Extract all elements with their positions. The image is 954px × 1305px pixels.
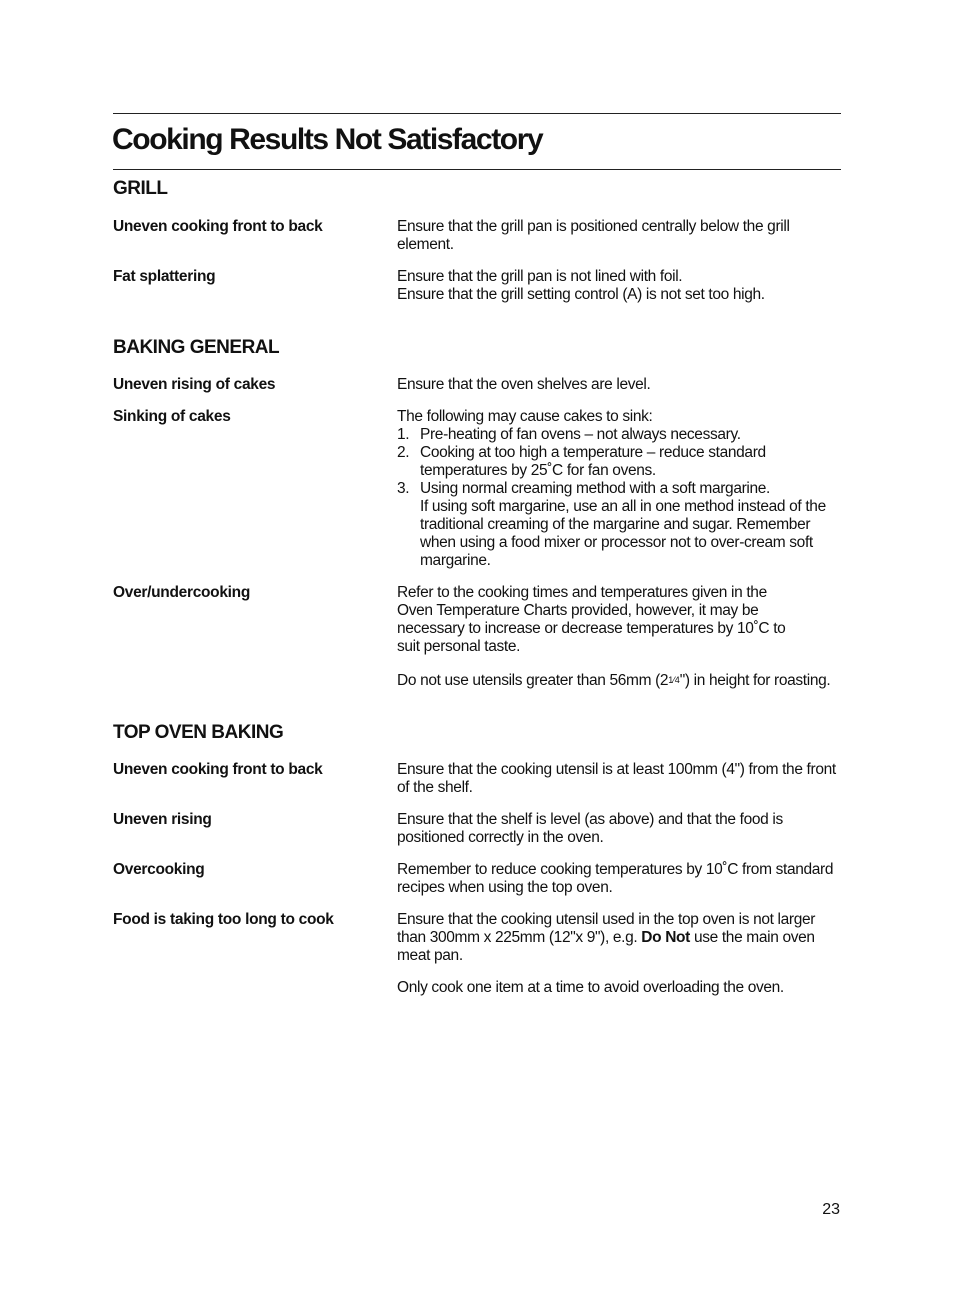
- list-item-number: 3.: [397, 480, 410, 497]
- long-text-end: use the main oven meat pan.: [397, 929, 815, 964]
- section-heading-grill: GRILL: [113, 178, 168, 199]
- list-item-number: 1.: [397, 426, 410, 443]
- long-text-start: Ensure that the cooking utensil used in the top oven is not larger than 300mm x 225mm (12"x 9"), e.g.: [397, 911, 816, 946]
- list-item-text: Pre-heating of fan ovens – not always necessary.: [420, 426, 741, 443]
- sinking-causes-list: [397, 426, 839, 570]
- top-oven-uneven-label: Uneven cooking front to back: [113, 761, 323, 778]
- section-heading-top-oven-baking: TOP OVEN BAKING: [113, 722, 284, 743]
- grill-uneven-text: Ensure that the grill pan is positioned centrally below the grill element.: [397, 218, 790, 253]
- top-oven-rising-label: Uneven rising: [113, 811, 212, 828]
- baking-over-text: Refer to the cooking times and temperatures given in the Oven Temperature Charts provided, however, it may be necessary to increase or decrease temperatures by 10˚C to suit personal taste.: [397, 584, 786, 655]
- top-oven-rising-text: Ensure that the shelf is level (as above) and that the food is positioned correctly in the oven.: [397, 811, 783, 846]
- list-item-text: Using normal creaming method with a soft margarine.: [420, 480, 771, 497]
- list-item: [397, 480, 839, 570]
- baking-rising-text: Ensure that the oven shelves are level.: [397, 376, 651, 393]
- section-heading-baking-general: BAKING GENERAL: [113, 337, 280, 358]
- top-oven-one-item-text: Only cook one item at a time to avoid overloading the oven.: [397, 979, 784, 996]
- utensil-text-end: ") in height for roasting.: [679, 672, 831, 689]
- top-oven-over-label: Overcooking: [113, 861, 205, 878]
- baking-rising-label: Uneven rising of cakes: [113, 376, 276, 393]
- list-item: [397, 444, 839, 480]
- baking-sinking-label: Sinking of cakes: [113, 408, 231, 425]
- list-item-extra: If using soft margarine, use an all in one method instead of the traditional creaming of the margarine and sugar. Remember when using a food mixer or processor not to over-cream soft margarine.: [420, 498, 826, 569]
- list-item: [397, 426, 839, 444]
- baking-sinking-text: [397, 408, 839, 570]
- grill-uneven-label: Uneven cooking front to back: [113, 218, 323, 235]
- baking-utensil-text: [397, 671, 839, 690]
- top-rule: [113, 113, 841, 114]
- grill-fat-text-line-1: Ensure that the grill pan is not lined with foil.: [397, 268, 683, 285]
- long-text-emphasis: Do Not: [641, 929, 690, 946]
- grill-fat-label: Fat splattering: [113, 268, 216, 285]
- utensil-text-start: Do not use utensils greater than 56mm (2: [397, 672, 669, 689]
- grill-fat-text: [397, 268, 839, 304]
- list-item-number: 2.: [397, 444, 410, 461]
- list-item-text: Cooking at too high a temperature – reduce standard temperatures by 25˚C for fan ovens.: [420, 444, 766, 479]
- grill-fat-text-line-2: Ensure that the grill setting control (A) is not set too high.: [397, 286, 765, 303]
- top-oven-over-text: Remember to reduce cooking temperatures by 10˚C from standard recipes when using the top oven.: [397, 861, 834, 896]
- sinking-intro: The following may cause cakes to sink:: [397, 408, 653, 425]
- page-title: Cooking Results Not Satisfactory: [112, 123, 543, 156]
- baking-over-label: Over/undercooking: [113, 584, 251, 601]
- utensil-fraction: 1⁄4: [668, 675, 680, 685]
- top-oven-uneven-text: Ensure that the cooking utensil is at least 100mm (4") from the front of the shelf.: [397, 761, 836, 796]
- top-oven-long-text: [397, 911, 817, 965]
- page-number: 23: [822, 1201, 840, 1218]
- top-oven-long-label: Food is taking too long to cook: [113, 911, 334, 928]
- title-underline: [113, 169, 841, 170]
